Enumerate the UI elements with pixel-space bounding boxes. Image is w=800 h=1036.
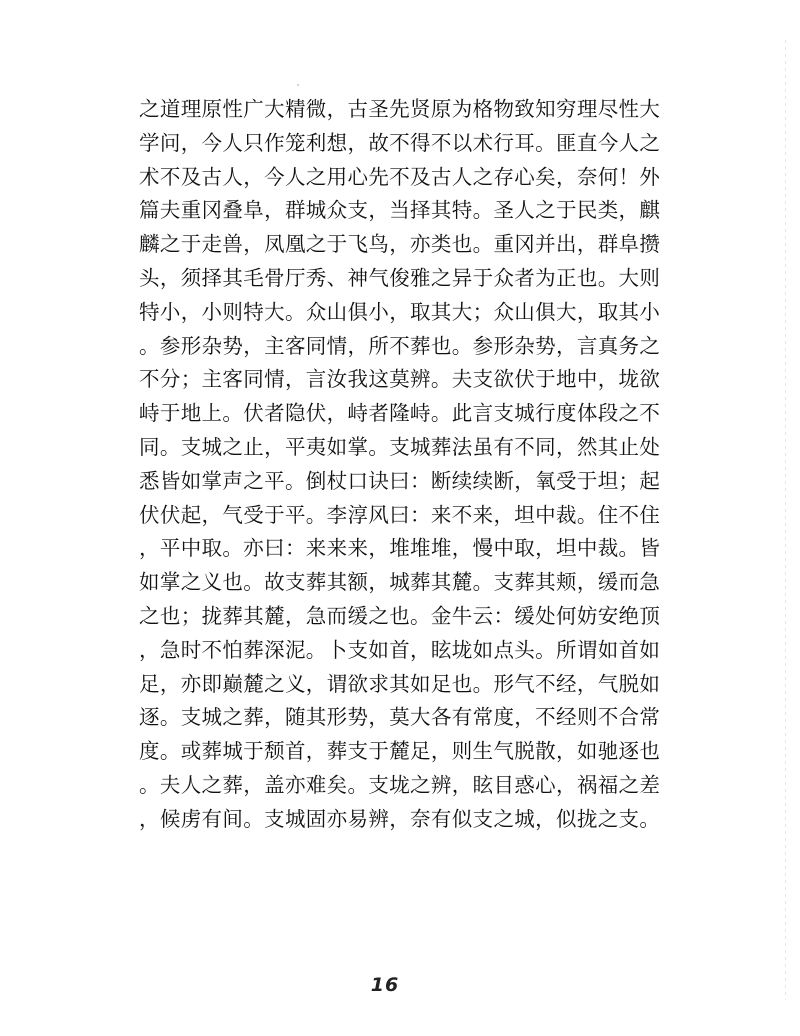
scan-edge-artifact (785, 40, 786, 1000)
text-line-8: 。参形杂势，主客同情，所不葬也。参形杂势，言真务之 (139, 333, 661, 358)
text-line-19: 逐。支城之葬，随其形势，莫大各有常度，不经则不合常 (139, 705, 661, 730)
text-line-17: ，急时不怕葬深泥。卜支如首，眩垅如点头。所谓如首如 (139, 637, 661, 662)
text-line-6: 头，须择其毛骨厅秀、神气俊雅之异于众者为正也。大则 (139, 265, 661, 290)
body-text (139, 93, 679, 837)
scan-dust-mark (297, 84, 299, 86)
text-line-1: 之道理原性广大精微，古圣先贤原为格物致知穷理尽性大 (139, 97, 661, 121)
text-line-15: 如掌之义也。故支葬其额，城葬其麓。支葬其颊，缓而急 (139, 570, 661, 595)
text-line-2: 学问，今人只作笼利想，故不得不以术行耳。匪直今人之 (139, 130, 661, 155)
text-line-10: 峙于地上。伏者隐伏，峙者隆峙。此言支城行度体段之不 (139, 401, 661, 426)
page-number: 16 (370, 974, 400, 996)
text-line-21: 。夫人之葬，盖亦难矣。支垅之辨，眩目惑心，祸福之差 (139, 772, 661, 797)
text-line-22: ，候虏有间。支城固亦易辨，奈有似支之城，似拢之支。 (139, 806, 661, 831)
text-line-12: 悉皆如掌声之平。倒杖口诀曰：断续续断，氧受于坦；起 (139, 468, 661, 493)
text-line-3: 术不及古人，今人之用心先不及古人之存心矣，奈何！外 (139, 164, 661, 189)
text-line-13: 伏伏起，气受于平。李淳风曰：来不来，坦中裁。住不住 (139, 502, 661, 527)
text-line-20: 度。或葬城于颓首，葬支于麓足，则生气脱散，如驰逐也 (139, 739, 661, 764)
text-line-14: ，平中取。亦曰：来来来，堆堆堆，慢中取，坦中裁。皆 (139, 536, 661, 561)
text-line-7: 特小，小则特大。众山俱小，取其大；众山俱大，取其小 (139, 299, 661, 324)
text-line-18: 足，亦即巅麓之义，谓欲求其如足也。形气不经，气脱如 (139, 671, 661, 696)
text-line-11: 同。支城之止，平夷如掌。支城葬法虽有不同，然其止处 (139, 434, 661, 459)
text-line-4: 篇夫重冈叠阜，群城众支，当择其特。圣人之于民类，麒 (139, 198, 661, 223)
text-line-5: 麟之于走兽，凤凰之于飞鸟，亦类也。重冈并出，群阜攒 (139, 232, 661, 257)
text-line-16: 之也；拢葬其麓，急而缓之也。金牛云：缓处何妨安绝顶 (139, 603, 661, 628)
text-line-9: 不分；主客同情，言汝我这莫辨。夫支欲伏于地中，垅欲 (139, 367, 661, 392)
